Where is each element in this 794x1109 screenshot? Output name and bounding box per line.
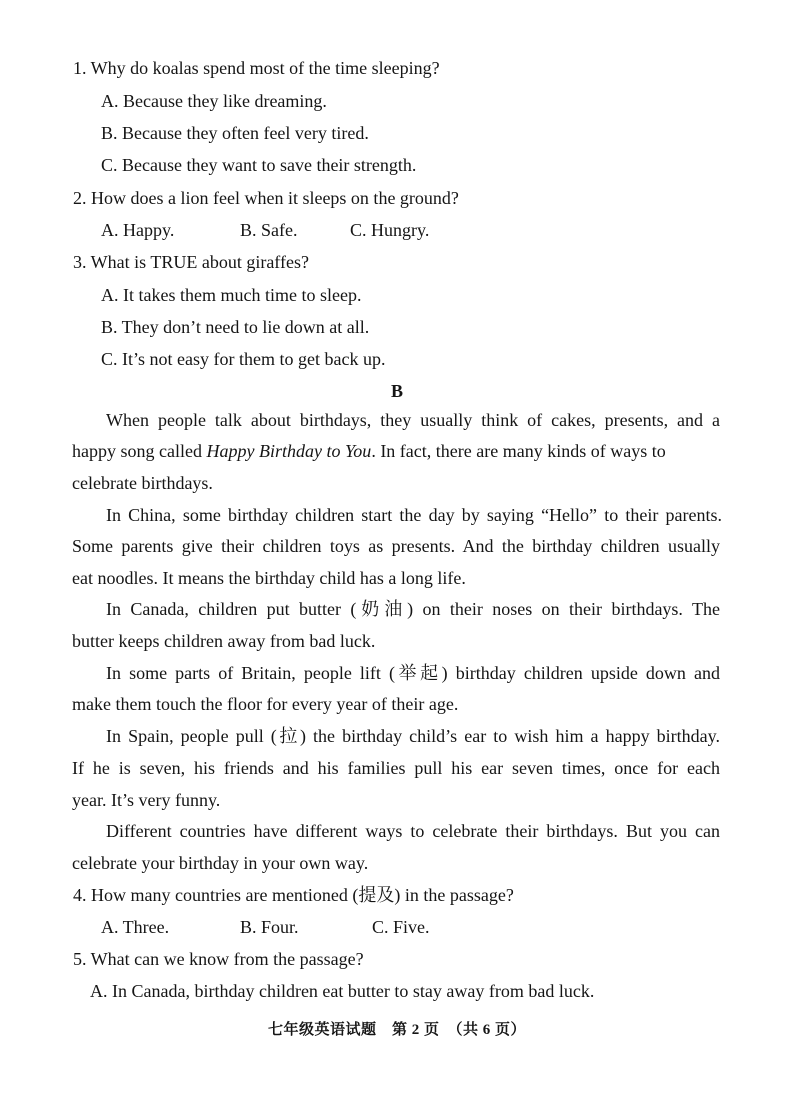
question-1-option-b: B. Because they often feel very tired. bbox=[101, 123, 369, 143]
question-4-option-b: B. Four. bbox=[240, 917, 299, 937]
question-1-option-a: A. Because they like dreaming. bbox=[101, 91, 327, 111]
passage-p6-line-1: Different countries have different ways to celebrate their birthdays. But you can bbox=[106, 821, 720, 841]
passage-p2-line-2: Some parents give their children toys as presents. And the birthday children usually bbox=[72, 536, 720, 556]
passage-p5-line-1: In Spain, people pull (拉) the birthday child’s ear to wish him a happy birthday. bbox=[106, 726, 720, 746]
question-3-option-a: A. It takes them much time to sleep. bbox=[101, 285, 362, 305]
question-2-stem: 2. How does a lion feel when it sleeps on the ground? bbox=[73, 188, 459, 208]
passage-p3-line-1: In Canada, children put butter (奶油) on their noses on their birthdays. The bbox=[106, 599, 720, 619]
passage-p2-line-3: eat noodles. It means the birthday child has a long life. bbox=[72, 568, 466, 588]
section-b-heading: B bbox=[391, 381, 404, 401]
question-2-option-a: A. Happy. bbox=[101, 220, 175, 240]
passage-p3-line-2: butter keeps children away from bad luck. bbox=[72, 631, 376, 651]
question-2-option-c: C. Hungry. bbox=[350, 220, 430, 240]
passage-p1-line-1: When people talk about birthdays, they usually think of cakes, presents, and a bbox=[106, 410, 720, 430]
question-5-option-a: A. In Canada, birthday children eat butter to stay away from bad luck. bbox=[90, 981, 595, 1001]
question-3-stem: 3. What is TRUE about giraffes? bbox=[73, 252, 309, 272]
question-5-stem: 5. What can we know from the passage? bbox=[73, 949, 364, 969]
passage-p4-line-1: In some parts of Britain, people lift (举起) birthday children upside down and bbox=[106, 663, 720, 683]
passage-p4-line-2: make them touch the floor for every year of their age. bbox=[72, 694, 459, 714]
page-footer: 七年级英语试题 第 2 页 （共 6 页） bbox=[268, 1022, 527, 1038]
question-1-option-c: C. Because they want to save their strength. bbox=[101, 155, 417, 175]
passage-p1-line-3: celebrate birthdays. bbox=[72, 473, 213, 493]
question-3-option-c: C. It’s not easy for them to get back up. bbox=[101, 349, 386, 369]
question-4-stem: 4. How many countries are mentioned (提及) in the passage? bbox=[73, 885, 514, 905]
question-1-stem: 1. Why do koalas spend most of the time sleeping? bbox=[73, 58, 440, 78]
passage-p2-line-1: In China, some birthday children start the day by saying “Hello” to their parents. bbox=[106, 505, 722, 525]
passage-p6-line-2: celebrate your birthday in your own way. bbox=[72, 853, 369, 873]
song-title: Happy Birthday to You bbox=[206, 441, 372, 461]
question-4-option-a: A. Three. bbox=[101, 917, 170, 937]
passage-p1-line-2: happy song called Happy Birthday to You. In fact, there are many kinds of ways to bbox=[72, 441, 666, 461]
question-4-option-c: C. Five. bbox=[372, 917, 430, 937]
passage-p5-line-3: year. It’s very funny. bbox=[72, 790, 221, 810]
question-3-option-b: B. They don’t need to lie down at all. bbox=[101, 317, 370, 337]
question-2-option-b: B. Safe. bbox=[240, 220, 298, 240]
passage-p5-line-2: If he is seven, his friends and his families pull his ear seven times, once for each bbox=[72, 758, 720, 778]
